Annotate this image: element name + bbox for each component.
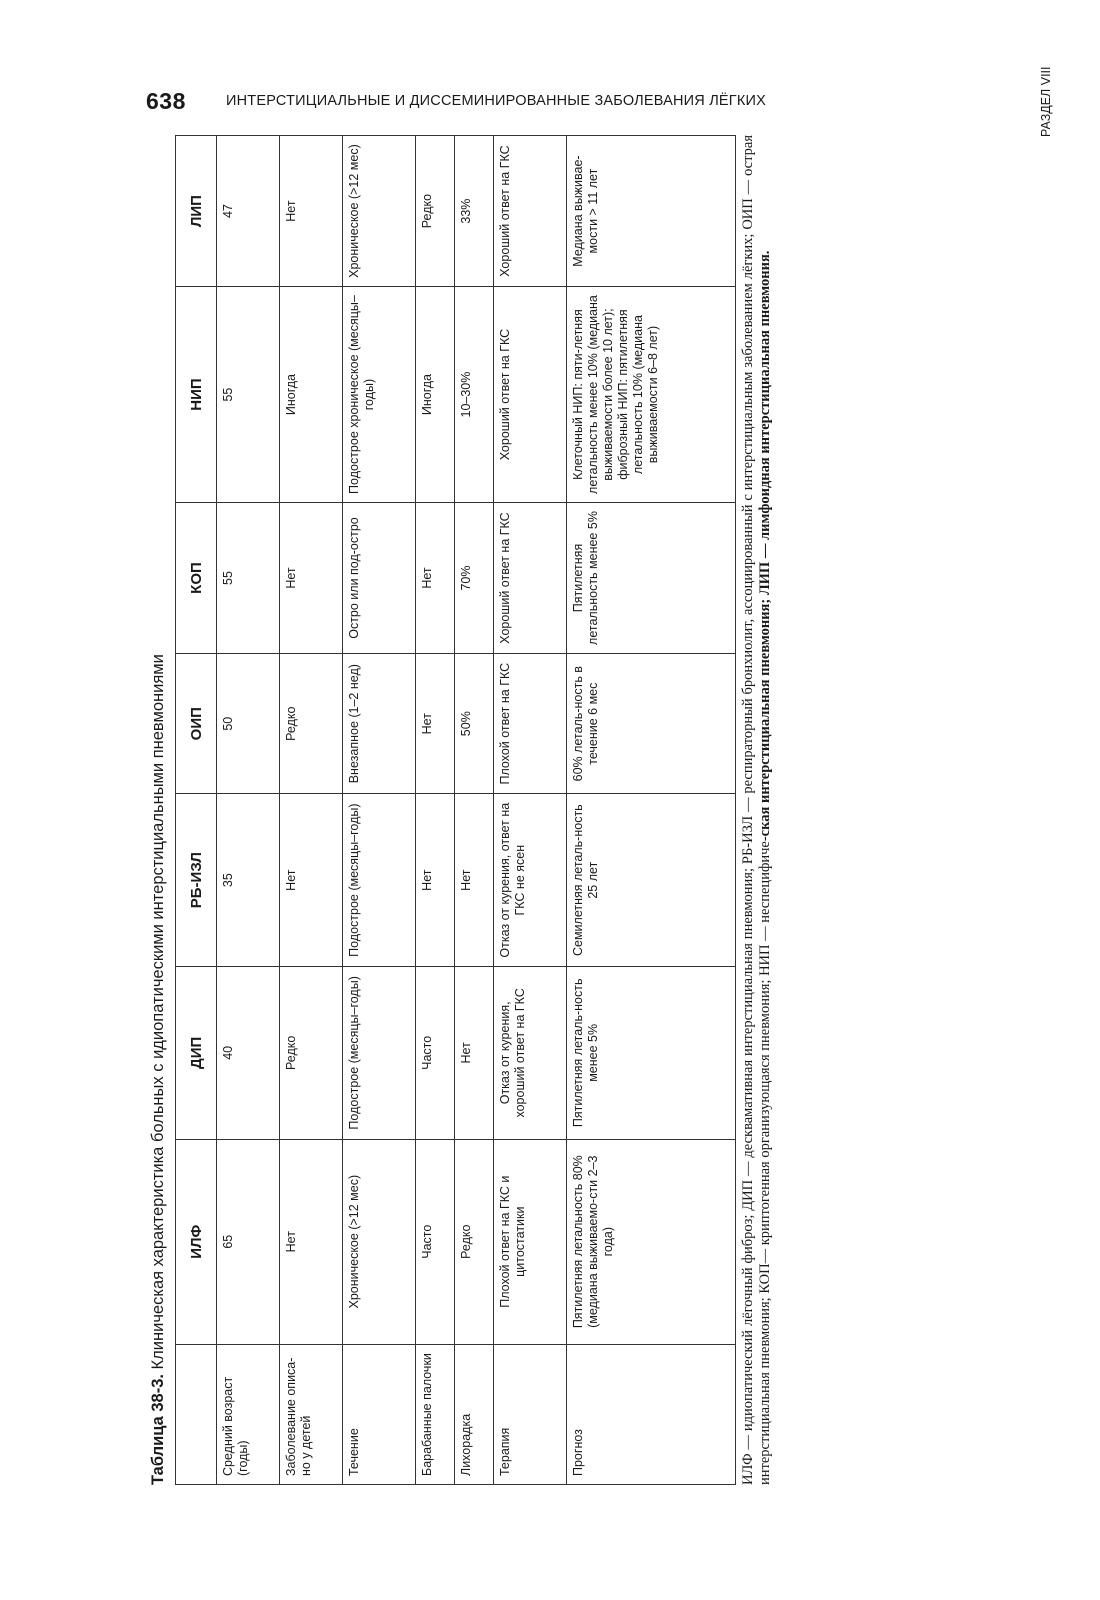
row-label: Терапия — [494, 1344, 567, 1484]
table-cell: Редко — [416, 136, 455, 287]
table-row — [217, 136, 280, 1485]
table-cell: 35 — [217, 794, 280, 967]
row-label: Течение — [343, 1344, 416, 1484]
table-cell: Плохой ответ на ГКС и цитостатики — [494, 1139, 567, 1344]
col-header-rb-izl: РБ-ИЗЛ — [176, 794, 217, 967]
running-title: ИНТЕРСТИЦИАЛЬНЫЕ И ДИССЕМИНИРОВАННЫЕ ЗАБОЛЕВАНИЯ ЛЁГКИХ — [226, 93, 766, 109]
clinical-table — [175, 135, 736, 1485]
table-cell: 65 — [217, 1139, 280, 1344]
table-cell: Нет — [455, 794, 494, 967]
table-cell: Хороший ответ на ГКС — [494, 287, 567, 503]
table-cell: 50% — [455, 654, 494, 794]
table-cell: Нет — [455, 967, 494, 1140]
table-cell: Медиана выживае-мости > 11 лет — [567, 136, 736, 287]
table-cell: Хороший ответ на ГКС — [494, 136, 567, 287]
table-row — [343, 136, 416, 1485]
row-label: Средний возраст (годы) — [217, 1344, 280, 1484]
table-cell: 33% — [455, 136, 494, 287]
table-cell: 70% — [455, 502, 494, 653]
table-footnote — [740, 135, 774, 1485]
table-cell: Часто — [416, 967, 455, 1140]
row-label: Лихорадка — [455, 1344, 494, 1484]
table-header-row — [176, 136, 217, 1485]
table-cell: Семилетняя леталь-ность 25 лет — [567, 794, 736, 967]
table-title — [147, 135, 175, 1485]
table-cell: Нет — [416, 502, 455, 653]
table-cell: Пятилетняя леталь-ность менее 5% — [567, 967, 736, 1140]
table-cell: Хроническое (>12 мес) — [343, 1139, 416, 1344]
table-cell: Редко — [455, 1139, 494, 1344]
table-cell: Пятилетняя летальность 80% (медиана выживаемо-сти 2–3 года) — [567, 1139, 736, 1344]
table-cell: 10–30% — [455, 287, 494, 503]
table-cell: Пятилетняя летальность менее 5% — [567, 502, 736, 653]
rotated-table-block — [147, 135, 807, 1485]
table-cell: Нет — [280, 1139, 343, 1344]
table-cell: Иногда — [280, 287, 343, 503]
table-cell: Подострое хроническое (месяцы–годы) — [343, 287, 416, 503]
table-row — [455, 136, 494, 1485]
col-header-empty — [176, 1344, 217, 1484]
table-cell: Подострое (месяцы–годы) — [343, 967, 416, 1140]
footnote-text: ИЛФ — идиопатический лёгочный фиброз; ДИП — десквамативная интерстициальная пневмония; РБ-ИЗЛ — респираторный бронхиолит, ассоциированный с интерстициальным заболеванием лёгких; ОИП — острая интерстициальная пневмония; КОП— криптогенная организующаяся пневмония; НИП — неспецифиче- — [740, 135, 773, 1485]
table-cell: Клеточный НИП: пяти-летняя летальность менее 10% (медиана выживаемости более 10 лет); фиброзный НИП: пятилетняя летальность 10% (медиана выживаемости 6–8 лет) — [567, 287, 736, 503]
table-caption: Клиническая характеристика больных с идиопатическими интерстициальными пневмониями — [149, 654, 167, 1375]
col-header-oip: ОИП — [176, 654, 217, 794]
col-header-nip: НИП — [176, 287, 217, 503]
row-label: Прогноз — [567, 1344, 736, 1484]
row-label: Заболевание описа-но у детей — [280, 1344, 343, 1484]
table-cell: Редко — [280, 654, 343, 794]
table-cell: Хороший ответ на ГКС — [494, 502, 567, 653]
table-cell: Нет — [280, 136, 343, 287]
table-row — [280, 136, 343, 1485]
table-cell: 60% леталь-ность в течение 6 мес — [567, 654, 736, 794]
footnote-bold-text: ская интерстициальная пневмония; ЛИП — лимфоидная интерстициальная пневмония. — [757, 250, 773, 837]
table-cell: Часто — [416, 1139, 455, 1344]
table-row — [567, 136, 736, 1485]
page-header — [0, 0, 1100, 140]
table-cell: Отказ от курения, ответ на ГКС не ясен — [494, 794, 567, 967]
table-row — [416, 136, 455, 1485]
table-cell: 50 — [217, 654, 280, 794]
table-cell: Нет — [280, 502, 343, 653]
row-label: Барабанные палочки — [416, 1344, 455, 1484]
table-cell: Остро или под-остро — [343, 502, 416, 653]
table-cell: Нет — [416, 794, 455, 967]
table-cell: 40 — [217, 967, 280, 1140]
table-cell: 55 — [217, 287, 280, 503]
table-cell: Отказ от курения, хороший ответ на ГКС — [494, 967, 567, 1140]
col-header-kop: КОП — [176, 502, 217, 653]
col-header-ilf: ИЛФ — [176, 1139, 217, 1344]
table-cell: 47 — [217, 136, 280, 287]
table-cell: Нет — [416, 654, 455, 794]
table-cell: Нет — [280, 794, 343, 967]
section-label: РАЗДЕЛ VIII — [1039, 66, 1053, 137]
table-number: Таблица 38-3. — [149, 1374, 167, 1485]
table-cell: Плохой ответ на ГКС — [494, 654, 567, 794]
table-cell: Подострое (месяцы–годы) — [343, 794, 416, 967]
col-header-dip: ДИП — [176, 967, 217, 1140]
table-cell: Иногда — [416, 287, 455, 503]
table-cell: Внезапное (1–2 нед) — [343, 654, 416, 794]
table-row — [494, 136, 567, 1485]
col-header-lip: ЛИП — [176, 136, 217, 287]
table-cell: Редко — [280, 967, 343, 1140]
table-cell: Хроническое (>12 мес) — [343, 136, 416, 287]
table-cell: 55 — [217, 502, 280, 653]
page-number: 638 — [146, 88, 186, 114]
